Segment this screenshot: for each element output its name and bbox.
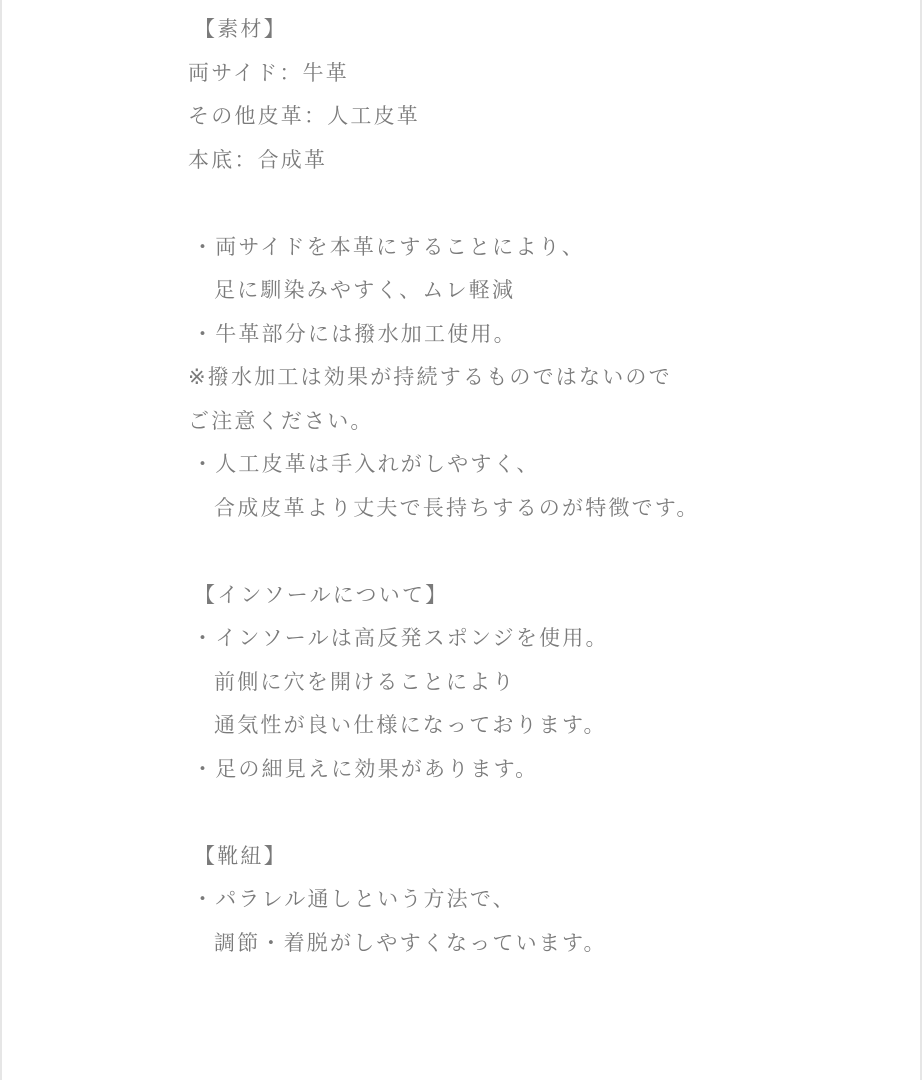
insole-breathable-continuation: 通気性が良い仕様になっております。 <box>214 713 607 737</box>
insole-holes-continuation: 前側に穴を開けることにより <box>214 669 516 694</box>
description-text-block <box>188 8 888 965</box>
insole-slim-effect-bullet: ・足の細見えに効果があります。 <box>192 756 539 781</box>
insole-heading: 【インソールについて】 <box>194 582 449 607</box>
laces-adjust-continuation: 調節・着脱がしやすくなっています。 <box>214 930 607 955</box>
note-water-repellent-caution-continuation: ご注意ください。 <box>188 408 374 433</box>
material-sides-line: 両サイド：牛革 <box>188 60 349 85</box>
material-other-leather-line: その他皮革：人工皮革 <box>188 104 420 128</box>
section-spacer <box>188 530 888 574</box>
laces-heading: 【靴紐】 <box>194 843 287 868</box>
note-genuine-leather-continuation: 足に馴染みやすく、ムレ軽減 <box>214 278 516 302</box>
laces-parallel-bullet: ・パラレル通しという方法で、 <box>192 887 516 911</box>
note-genuine-leather-bullet: ・両サイドを本革にすることにより、 <box>192 234 585 259</box>
section-spacer <box>188 791 888 835</box>
material-sole-line: 本底：合成革 <box>188 147 328 172</box>
insole-sponge-bullet: ・インソールは高反発スポンジを使用。 <box>192 626 609 650</box>
materials-heading: 【素材】 <box>194 17 287 41</box>
note-water-repellent-caution: ※撥水加工は効果が持続するものではないので <box>188 365 672 389</box>
section-spacer <box>188 182 888 226</box>
note-water-repellent-bullet: ・牛革部分には撥水加工使用。 <box>192 321 517 346</box>
note-artificial-leather-bullet: ・人工皮革は手入れがしやすく、 <box>192 452 540 476</box>
note-artificial-leather-continuation: 合成皮革より丈夫で長持ちするのが特徴です。 <box>214 495 700 520</box>
